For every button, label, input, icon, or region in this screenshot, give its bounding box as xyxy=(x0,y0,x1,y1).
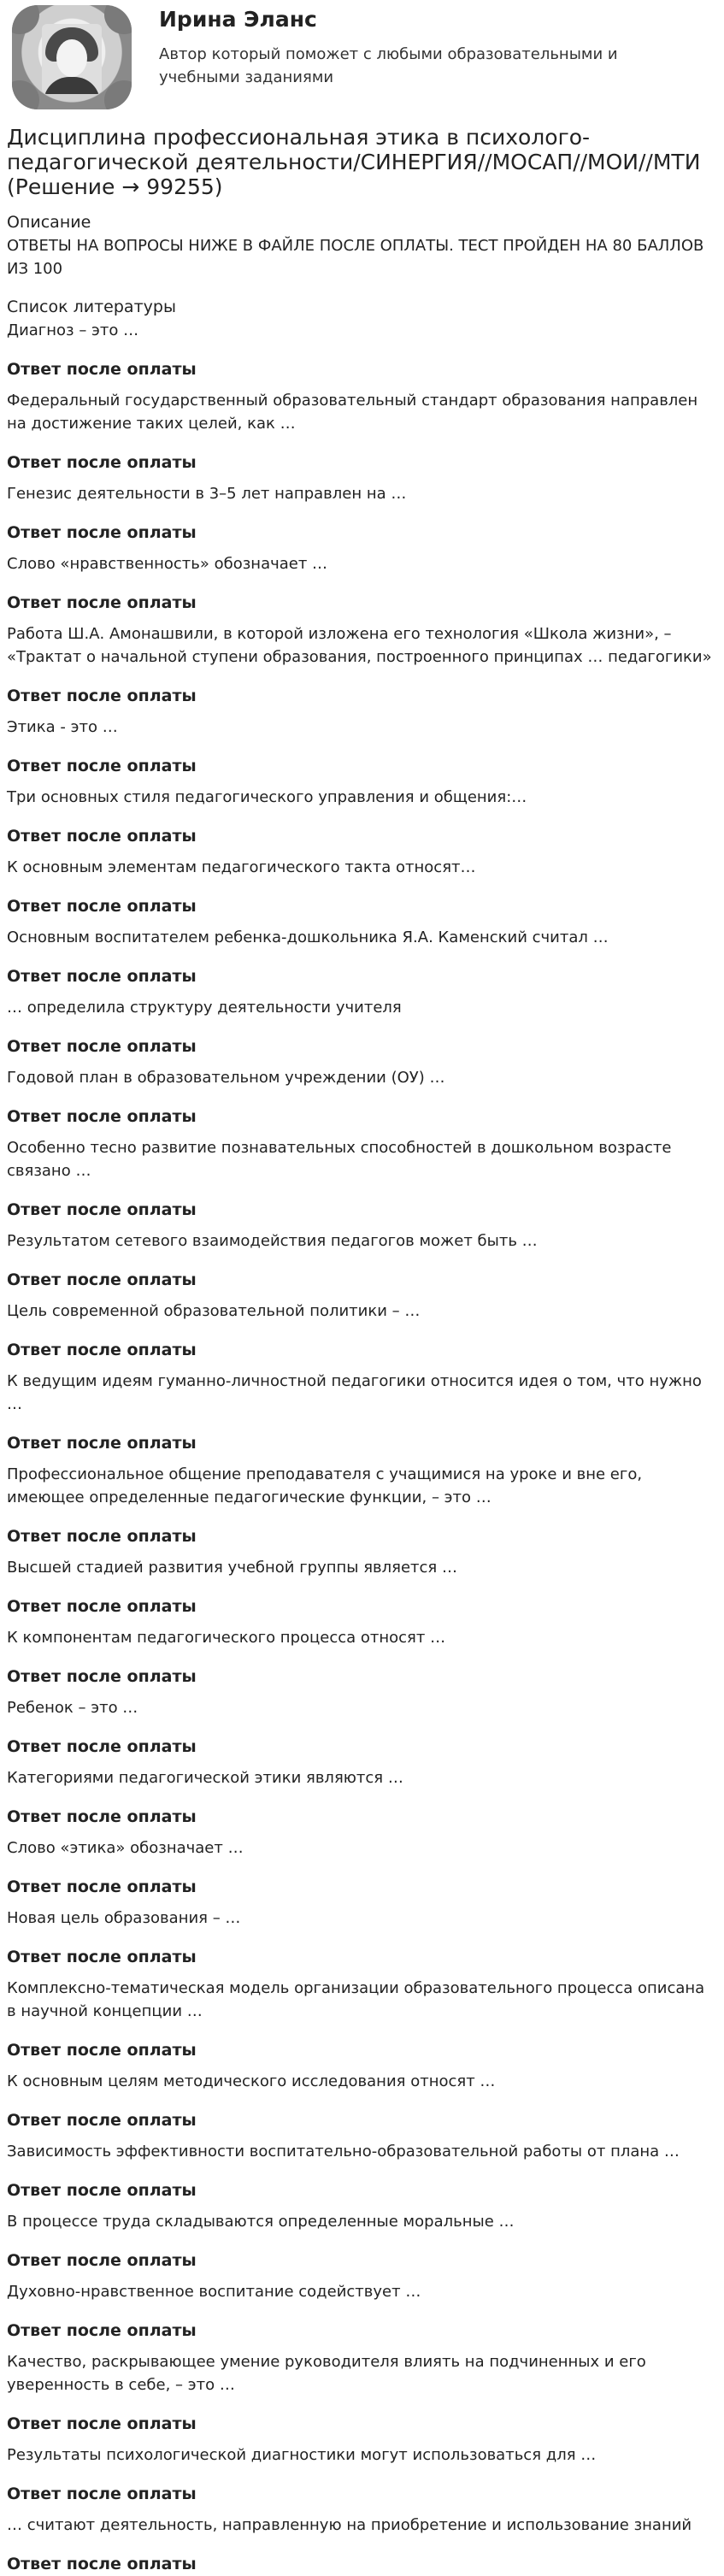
question-item xyxy=(7,2514,717,2576)
question-text: Годовой план в образовательном учреждении (ОУ) … xyxy=(7,1069,445,1087)
description-label: Описание xyxy=(7,213,91,232)
question-text: Работа Ш.А. Амонашвили, в которой изложена его технология «Школа жизни», – «Трактат о начальной ступени образования, построенного принципах … педагогики» xyxy=(7,625,712,666)
answer-after-payment: Ответ после оплаты xyxy=(7,1434,197,1453)
answer-after-payment: Ответ после оплаты xyxy=(7,1270,197,1289)
answer-after-payment: Ответ после оплаты xyxy=(7,2181,197,2200)
question-item xyxy=(7,2350,717,2436)
question-text: Генезис деятельности в 3–5 лет направлен на … xyxy=(7,485,407,503)
answer-after-payment: Ответ после оплаты xyxy=(7,1107,197,1126)
question-item xyxy=(7,1836,717,1899)
question-item xyxy=(7,2443,717,2506)
question-text: Духовно-нравственное воспитание содействует … xyxy=(7,2283,421,2301)
answer-after-payment: Ответ после оплаты xyxy=(7,1948,197,1966)
question-item xyxy=(7,1229,717,1292)
question-list xyxy=(7,319,717,2576)
answer-after-payment: Ответ после оплаты xyxy=(7,2321,197,2340)
question-text: Зависимость эффективности воспитательно-образовательной работы от плана … xyxy=(7,2143,680,2160)
answer-after-payment: Ответ после оплаты xyxy=(7,2041,197,2060)
question-text: … определила структуру деятельности учителя xyxy=(7,999,402,1017)
answer-after-payment: Ответ после оплаты xyxy=(7,453,197,472)
answer-after-payment: Ответ после оплаты xyxy=(7,687,197,705)
question-text: Слово «нравственность» обозначает … xyxy=(7,555,328,573)
question-item xyxy=(7,2280,717,2343)
question-item xyxy=(7,716,717,778)
question-text: К ведущим идеям гуманно-личностной педагогики относится идея о том, что нужно … xyxy=(7,1372,702,1413)
answer-after-payment: Ответ после оплаты xyxy=(7,523,197,542)
question-item xyxy=(7,1907,717,1969)
question-text: Этика - это … xyxy=(7,718,118,736)
answer-after-payment: Ответ после оплаты xyxy=(7,1527,197,1546)
question-text: Категориями педагогической этики являются … xyxy=(7,1769,403,1787)
question-item xyxy=(7,786,717,848)
question-item xyxy=(7,482,717,545)
question-text: Профессиональное общение преподавателя с учащимися на уроке и вне его, имеющее определенные педагогические функции, – это … xyxy=(7,1465,643,1506)
question-item xyxy=(7,1626,717,1689)
question-item xyxy=(7,856,717,918)
question-item xyxy=(7,1066,717,1129)
author-block xyxy=(7,0,717,120)
question-item xyxy=(7,389,717,475)
question-text: Цель современной образовательной политики – … xyxy=(7,1302,421,1320)
question-text: Результаты психологической диагностики могут использоваться для … xyxy=(7,2446,597,2464)
question-item xyxy=(7,552,717,615)
question-item xyxy=(7,1300,717,1362)
question-text: Высшей стадией развития учебной группы является … xyxy=(7,1559,457,1577)
question-text: К основным элементам педагогического такта относят… xyxy=(7,858,476,876)
answer-after-payment: Ответ после оплаты xyxy=(7,2555,197,2573)
question-item xyxy=(7,2210,717,2272)
question-item xyxy=(7,1696,717,1759)
question-text: В процессе труда складываются определенные моральные … xyxy=(7,2213,515,2231)
answer-after-payment: Ответ после оплаты xyxy=(7,1200,197,1219)
question-item xyxy=(7,1556,717,1618)
question-text: Ребенок – это … xyxy=(7,1699,138,1717)
author-name[interactable]: Ирина Эланс xyxy=(159,7,317,32)
question-item xyxy=(7,2140,717,2202)
question-text: Результатом сетевого взаимодействия педагогов может быть … xyxy=(7,1232,538,1250)
answer-after-payment: Ответ после оплаты xyxy=(7,1877,197,1896)
question-text: Федеральный государственный образовательный стандарт образования направлен на достижение таких целей, как … xyxy=(7,392,698,433)
answer-after-payment: Ответ после оплаты xyxy=(7,593,197,612)
answer-after-payment: Ответ после оплаты xyxy=(7,1597,197,1616)
question-text: … считают деятельность, направленную на приобретение и использование знаний xyxy=(7,2516,692,2534)
answer-after-payment: Ответ после оплаты xyxy=(7,2414,197,2433)
question-text: Три основных стиля педагогического управления и общения:… xyxy=(7,788,527,806)
question-item xyxy=(7,1766,717,1829)
answer-after-payment: Ответ после оплаты xyxy=(7,1667,197,1686)
question-text: Качество, раскрывающее умение руководителя влиять на подчиненных и его уверенность в себе, – это … xyxy=(7,2353,646,2394)
question-item xyxy=(7,1370,717,1455)
question-text: Особенно тесно развитие познавательных способностей в дошкольном возрасте связано … xyxy=(7,1139,672,1180)
answer-after-payment: Ответ после оплаты xyxy=(7,360,197,379)
question-item xyxy=(7,1136,717,1222)
question-text: К компонентам педагогического процесса относят … xyxy=(7,1629,446,1647)
answer-after-payment: Ответ после оплаты xyxy=(7,967,197,986)
question-text: Новая цель образования – … xyxy=(7,1909,241,1927)
avatar-photo xyxy=(42,24,102,94)
answer-after-payment: Ответ после оплаты xyxy=(7,1737,197,1756)
avatar[interactable] xyxy=(12,5,132,109)
page-title: Дисциплина профессиональная этика в психолого-педагогической деятельности/СИНЕРГИЯ//МОСАП//МОИ//МТИ (Решение → 99255) xyxy=(7,125,701,199)
question-item xyxy=(7,1463,717,1548)
question-item xyxy=(7,2070,717,2132)
question-item xyxy=(7,996,717,1058)
question-text: Диагноз – это … xyxy=(7,321,139,339)
question-item xyxy=(7,622,717,708)
question-text: К основным целям методического исследования относят … xyxy=(7,2072,496,2090)
answer-after-payment: Ответ после оплаты xyxy=(7,2485,197,2503)
question-text: Слово «этика» обозначает … xyxy=(7,1839,244,1857)
answer-after-payment: Ответ после оплаты xyxy=(7,1037,197,1056)
question-item xyxy=(7,926,717,988)
answer-after-payment: Ответ после оплаты xyxy=(7,1341,197,1359)
answer-after-payment: Ответ после оплаты xyxy=(7,757,197,775)
description-text: ОТВЕТЫ НА ВОПРОСЫ НИЖЕ В ФАЙЛЕ ПОСЛЕ ОПЛАТЫ. ТЕСТ ПРОЙДЕН НА 80 БАЛЛОВ ИЗ 100 xyxy=(7,237,704,278)
question-text: Комплексно-тематическая модель организации образовательного процесса описана в научной концепции … xyxy=(7,1979,705,2020)
literature-label: Список литературы xyxy=(7,298,176,316)
question-text: Основным воспитателем ребенка-дошкольника Я.А. Каменский считал … xyxy=(7,928,609,946)
answer-after-payment: Ответ после оплаты xyxy=(7,1807,197,1826)
question-item xyxy=(7,1977,717,2062)
question-item xyxy=(7,319,717,381)
author-description: Автор который поможет с любыми образовательными и учебными заданиями xyxy=(159,45,618,86)
answer-after-payment: Ответ после оплаты xyxy=(7,897,197,916)
answer-after-payment: Ответ после оплаты xyxy=(7,2251,197,2270)
answer-after-payment: Ответ после оплаты xyxy=(7,2111,197,2130)
answer-after-payment: Ответ после оплаты xyxy=(7,827,197,846)
